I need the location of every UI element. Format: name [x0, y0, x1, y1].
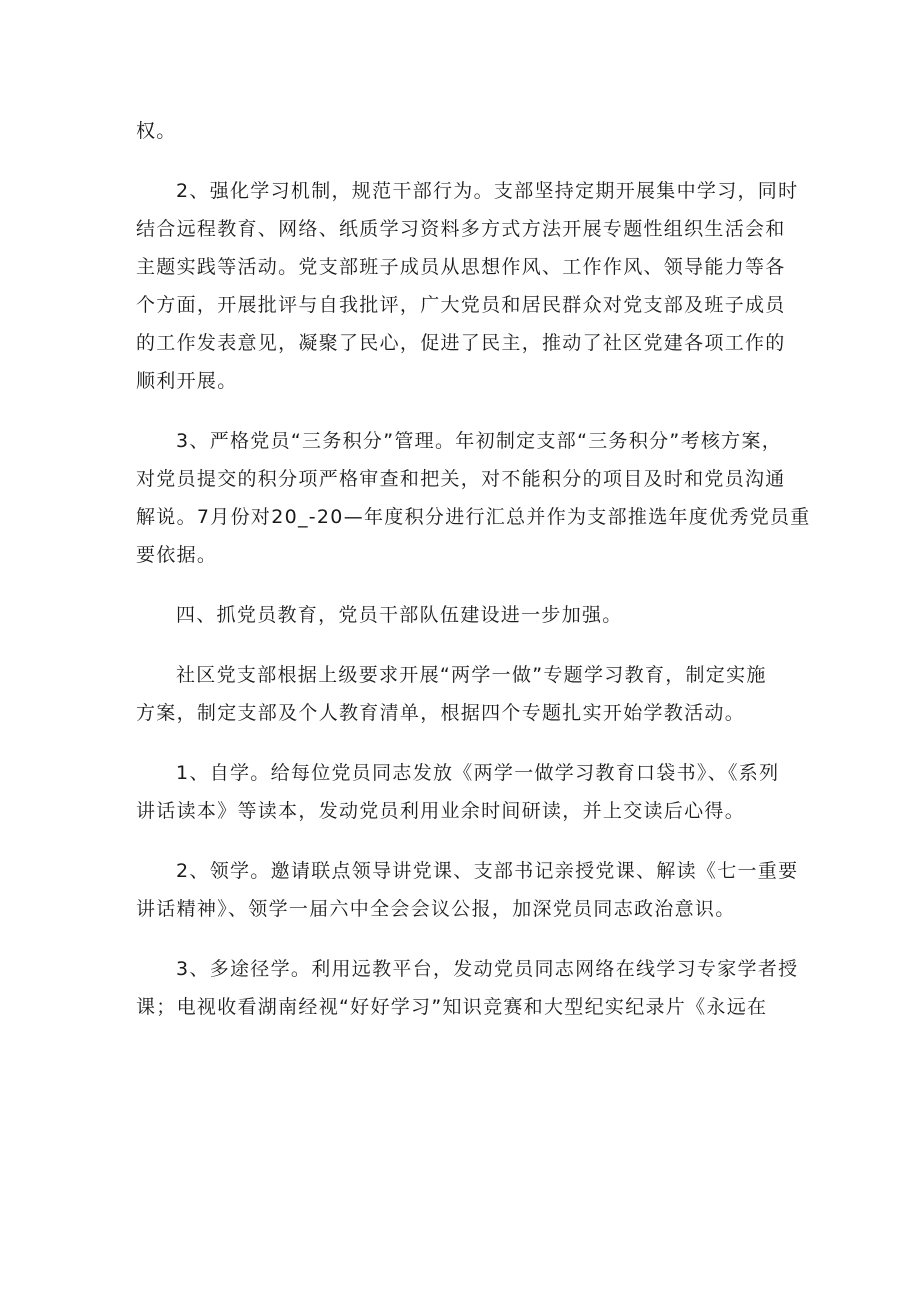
text-line: 权。 — [136, 120, 177, 142]
paragraph-study-mechanism — [136, 172, 799, 400]
text-line: 顺利开展。 — [136, 370, 238, 392]
paragraph-points-management — [136, 422, 811, 574]
text-line: 讲话读本》等读本，发动党员利用业余时间研读，并上交读后心得。 — [136, 800, 746, 822]
text-line: 对党员提交的积分项严格审查和把关，对不能积分的项目及时和党员沟通 — [136, 468, 786, 490]
text-line: 解说。7月份对20_-20—年度积分进行汇总并作为支部推选年度优秀党员重 — [136, 506, 811, 528]
text-line: 结合远程教育、网络、纸质学习资料多方式方法开展专题性组织生活会和 — [136, 218, 786, 240]
paragraph-multi-channel-study — [136, 950, 799, 1026]
text-line: 个方面，开展批评与自我批评，广大党员和居民群众对党支部及班子成员 — [136, 294, 786, 316]
text-line: 讲话精神》、领学一届六中全会会议公报，加深党员同志政治意识。 — [136, 898, 736, 920]
text-line: 课；电视收看湖南经视“好好学习”知识竞赛和大型纪实纪录片《永远在 — [136, 996, 768, 1018]
section-heading — [136, 596, 784, 634]
paragraph-self-study — [136, 754, 784, 830]
text-line: 方案，制定支部及个人教育清单，根据四个专题扎实开始学教活动。 — [136, 702, 746, 724]
text-line: 主题实践等活动。党支部班子成员从思想作风、工作作风、领导能力等各 — [136, 256, 786, 278]
text-line: 1、自学。给每位党员同志发放《两学一做学习教育口袋书》、《系列 — [176, 762, 780, 784]
document-body — [136, 112, 811, 1048]
text-line: 2、领学。邀请联点领导讲党课、支部书记亲授党课、解读《七一重要 — [176, 860, 799, 882]
paragraph-guided-study — [136, 852, 799, 928]
text-line: 3、严格党员“三务积分”管理。年初制定支部“三务积分”考核方案， — [176, 430, 783, 452]
heading-line: 四、抓党员教育，党员干部队伍建设进一步加强。 — [176, 604, 623, 626]
text-line: 2、强化学习机制，规范干部行为。支部坚持定期开展集中学习，同时 — [176, 180, 799, 202]
text-line: 3、多途径学。利用远教平台，发动党员同志网络在线学习专家学者授 — [176, 958, 799, 980]
text-line: 社区党支部根据上级要求开展“两学一做”专题学习教育，制定实施 — [176, 664, 767, 686]
text-line: 要依据。 — [136, 544, 218, 566]
text-line: 的工作发表意见，凝聚了民心，促进了民主，推动了社区党建各项工作的 — [136, 332, 786, 354]
paragraph-two-studies — [136, 656, 784, 732]
paragraph-continuation — [136, 112, 784, 150]
